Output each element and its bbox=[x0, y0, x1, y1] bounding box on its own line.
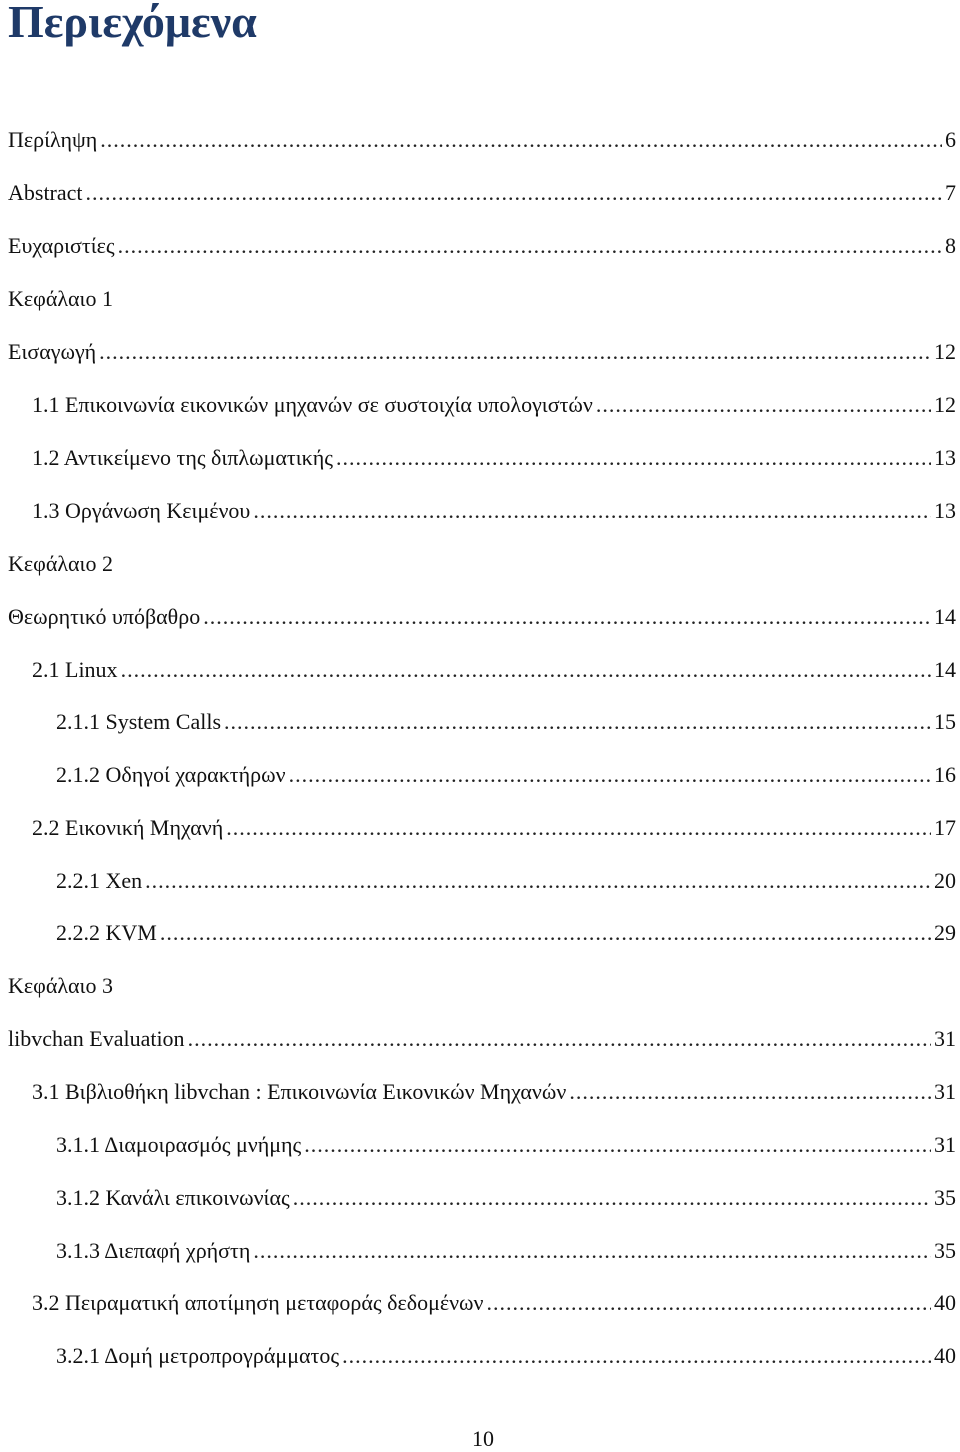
toc-entry-text: Ευχαριστίες bbox=[8, 233, 115, 258]
toc-entry-3-2-1[interactable] bbox=[56, 1341, 956, 1371]
toc-chapter-2-heading: Κεφάλαιο 2 bbox=[8, 551, 113, 576]
toc-entry-page: 17 bbox=[934, 815, 956, 840]
toc-entry-text: Περίληψη bbox=[8, 127, 98, 152]
toc-entry-eisagogi[interactable] bbox=[8, 337, 956, 367]
toc-entry-page: 35 bbox=[934, 1185, 956, 1210]
dot-leader bbox=[118, 231, 942, 261]
dot-leader bbox=[100, 125, 942, 155]
toc-entry-theoritiko[interactable] bbox=[8, 602, 956, 632]
toc-entry-text: 3.1.2 Κανάλι επικοινωνίας bbox=[56, 1185, 290, 1210]
toc-entry-3-1-1[interactable] bbox=[56, 1130, 956, 1160]
toc-entry-page: 12 bbox=[934, 339, 956, 364]
toc-entry-text: Εισαγωγή bbox=[8, 339, 97, 364]
dot-leader bbox=[188, 1024, 931, 1054]
toc-entry-text: 2.2.1 Xen bbox=[56, 868, 143, 893]
toc-entry-text: 2.1 Linux bbox=[32, 657, 118, 682]
dot-leader bbox=[293, 1183, 931, 1213]
toc-entry-page: 29 bbox=[934, 920, 956, 945]
dot-leader bbox=[304, 1130, 931, 1160]
toc-entry-abstract[interactable] bbox=[8, 178, 956, 208]
toc-entry-2-2-1[interactable] bbox=[56, 866, 956, 896]
toc-entry-perilipsi[interactable] bbox=[8, 125, 956, 155]
toc-entry-text: 3.2.1 Δομή μετροπρογράμματος bbox=[56, 1343, 340, 1368]
toc-entry-page: 31 bbox=[934, 1079, 956, 1104]
toc-entry-page: 35 bbox=[934, 1238, 956, 1263]
toc-entry-2-1-2[interactable] bbox=[56, 760, 956, 790]
toc-entry-text: libvchan Evaluation bbox=[8, 1026, 185, 1051]
dot-leader bbox=[160, 918, 931, 948]
toc-entry-page: 7 bbox=[945, 180, 956, 205]
dot-leader bbox=[289, 760, 931, 790]
toc-entry-text: Abstract bbox=[8, 180, 83, 205]
toc-entry-text: 2.1.2 Οδηγοί χαρακτήρων bbox=[56, 762, 286, 787]
toc-chapter-1-heading: Κεφάλαιο 1 bbox=[8, 286, 113, 311]
toc-entry-2-1-1[interactable] bbox=[56, 707, 956, 737]
dot-leader bbox=[253, 1236, 931, 1266]
dot-leader bbox=[253, 496, 931, 526]
toc-entry-text: 2.2 Εικονική Μηχανή bbox=[32, 815, 224, 840]
dot-leader bbox=[226, 813, 931, 843]
toc-entry-page: 31 bbox=[934, 1132, 956, 1157]
dot-leader bbox=[99, 337, 931, 367]
toc-entry-page: 40 bbox=[934, 1343, 956, 1368]
toc-entry-3-1-2[interactable] bbox=[56, 1183, 956, 1213]
toc-entry-page: 14 bbox=[934, 657, 956, 682]
dot-leader bbox=[86, 178, 942, 208]
toc-entry-2-2-2[interactable] bbox=[56, 918, 956, 948]
toc-entry-page: 15 bbox=[934, 709, 956, 734]
toc-entry-page: 16 bbox=[934, 762, 956, 787]
dot-leader bbox=[569, 1077, 931, 1107]
toc-entry-text: 2.1.1 System Calls bbox=[56, 709, 222, 734]
toc-entry-3-1-3[interactable] bbox=[56, 1236, 956, 1266]
toc-entry-1-3[interactable] bbox=[32, 496, 956, 526]
dot-leader bbox=[121, 655, 931, 685]
toc-entry-text: 1.1 Επικοινωνία εικονικών μηχανών σε συστοιχία υπολογιστών bbox=[32, 392, 593, 417]
toc-entry-text: 3.1.3 Διεπαφή χρήστη bbox=[56, 1238, 251, 1263]
toc-chapter-3-heading: Κεφάλαιο 3 bbox=[8, 973, 113, 998]
toc-entry-3-2[interactable] bbox=[32, 1288, 956, 1318]
dot-leader bbox=[336, 443, 931, 473]
toc-entry-text: Θεωρητικό υπόβαθρο bbox=[8, 604, 201, 629]
toc-entry-text: 2.2.2 KVM bbox=[56, 920, 157, 945]
toc-entry-text: 3.2 Πειραματική αποτίμηση μεταφοράς δεδομένων bbox=[32, 1290, 484, 1315]
toc-entry-2-1[interactable] bbox=[32, 655, 956, 685]
toc-entry-text: 3.1 Βιβλιοθήκη libvchan : Επικοινωνία Εικονικών Μηχανών bbox=[32, 1079, 567, 1104]
toc-entry-page: 13 bbox=[934, 445, 956, 470]
dot-leader bbox=[224, 707, 931, 737]
dot-leader bbox=[342, 1341, 931, 1371]
toc-entry-3-1[interactable] bbox=[32, 1077, 956, 1107]
toc-entry-page: 31 bbox=[934, 1026, 956, 1051]
dot-leader bbox=[203, 602, 931, 632]
toc-entry-text: 3.1.1 Διαμοιρασμός μνήμης bbox=[56, 1132, 302, 1157]
toc-entry-eucharisties[interactable] bbox=[8, 231, 956, 261]
dot-leader bbox=[145, 866, 931, 896]
page-title: Περιεχόμενα bbox=[8, 0, 257, 47]
toc-entry-page: 14 bbox=[934, 604, 956, 629]
dot-leader bbox=[596, 390, 931, 420]
dot-leader bbox=[486, 1288, 931, 1318]
toc-entry-page: 6 bbox=[945, 127, 956, 152]
toc-entry-1-1[interactable] bbox=[32, 390, 956, 420]
toc-entry-1-2[interactable] bbox=[32, 443, 956, 473]
toc-entry-page: 12 bbox=[934, 392, 956, 417]
toc-entry-2-2[interactable] bbox=[32, 813, 956, 843]
toc-entry-page: 13 bbox=[934, 498, 956, 523]
toc-entry-libvchan-evaluation[interactable] bbox=[8, 1024, 956, 1054]
toc-entry-text: 1.2 Αντικείμενο της διπλωματικής bbox=[32, 445, 333, 470]
toc-entry-page: 20 bbox=[934, 868, 956, 893]
page-number: 10 bbox=[472, 1426, 494, 1451]
toc-entry-text: 1.3 Οργάνωση Κειμένου bbox=[32, 498, 251, 523]
toc-entry-page: 8 bbox=[945, 233, 956, 258]
toc-entry-page: 40 bbox=[934, 1290, 956, 1315]
